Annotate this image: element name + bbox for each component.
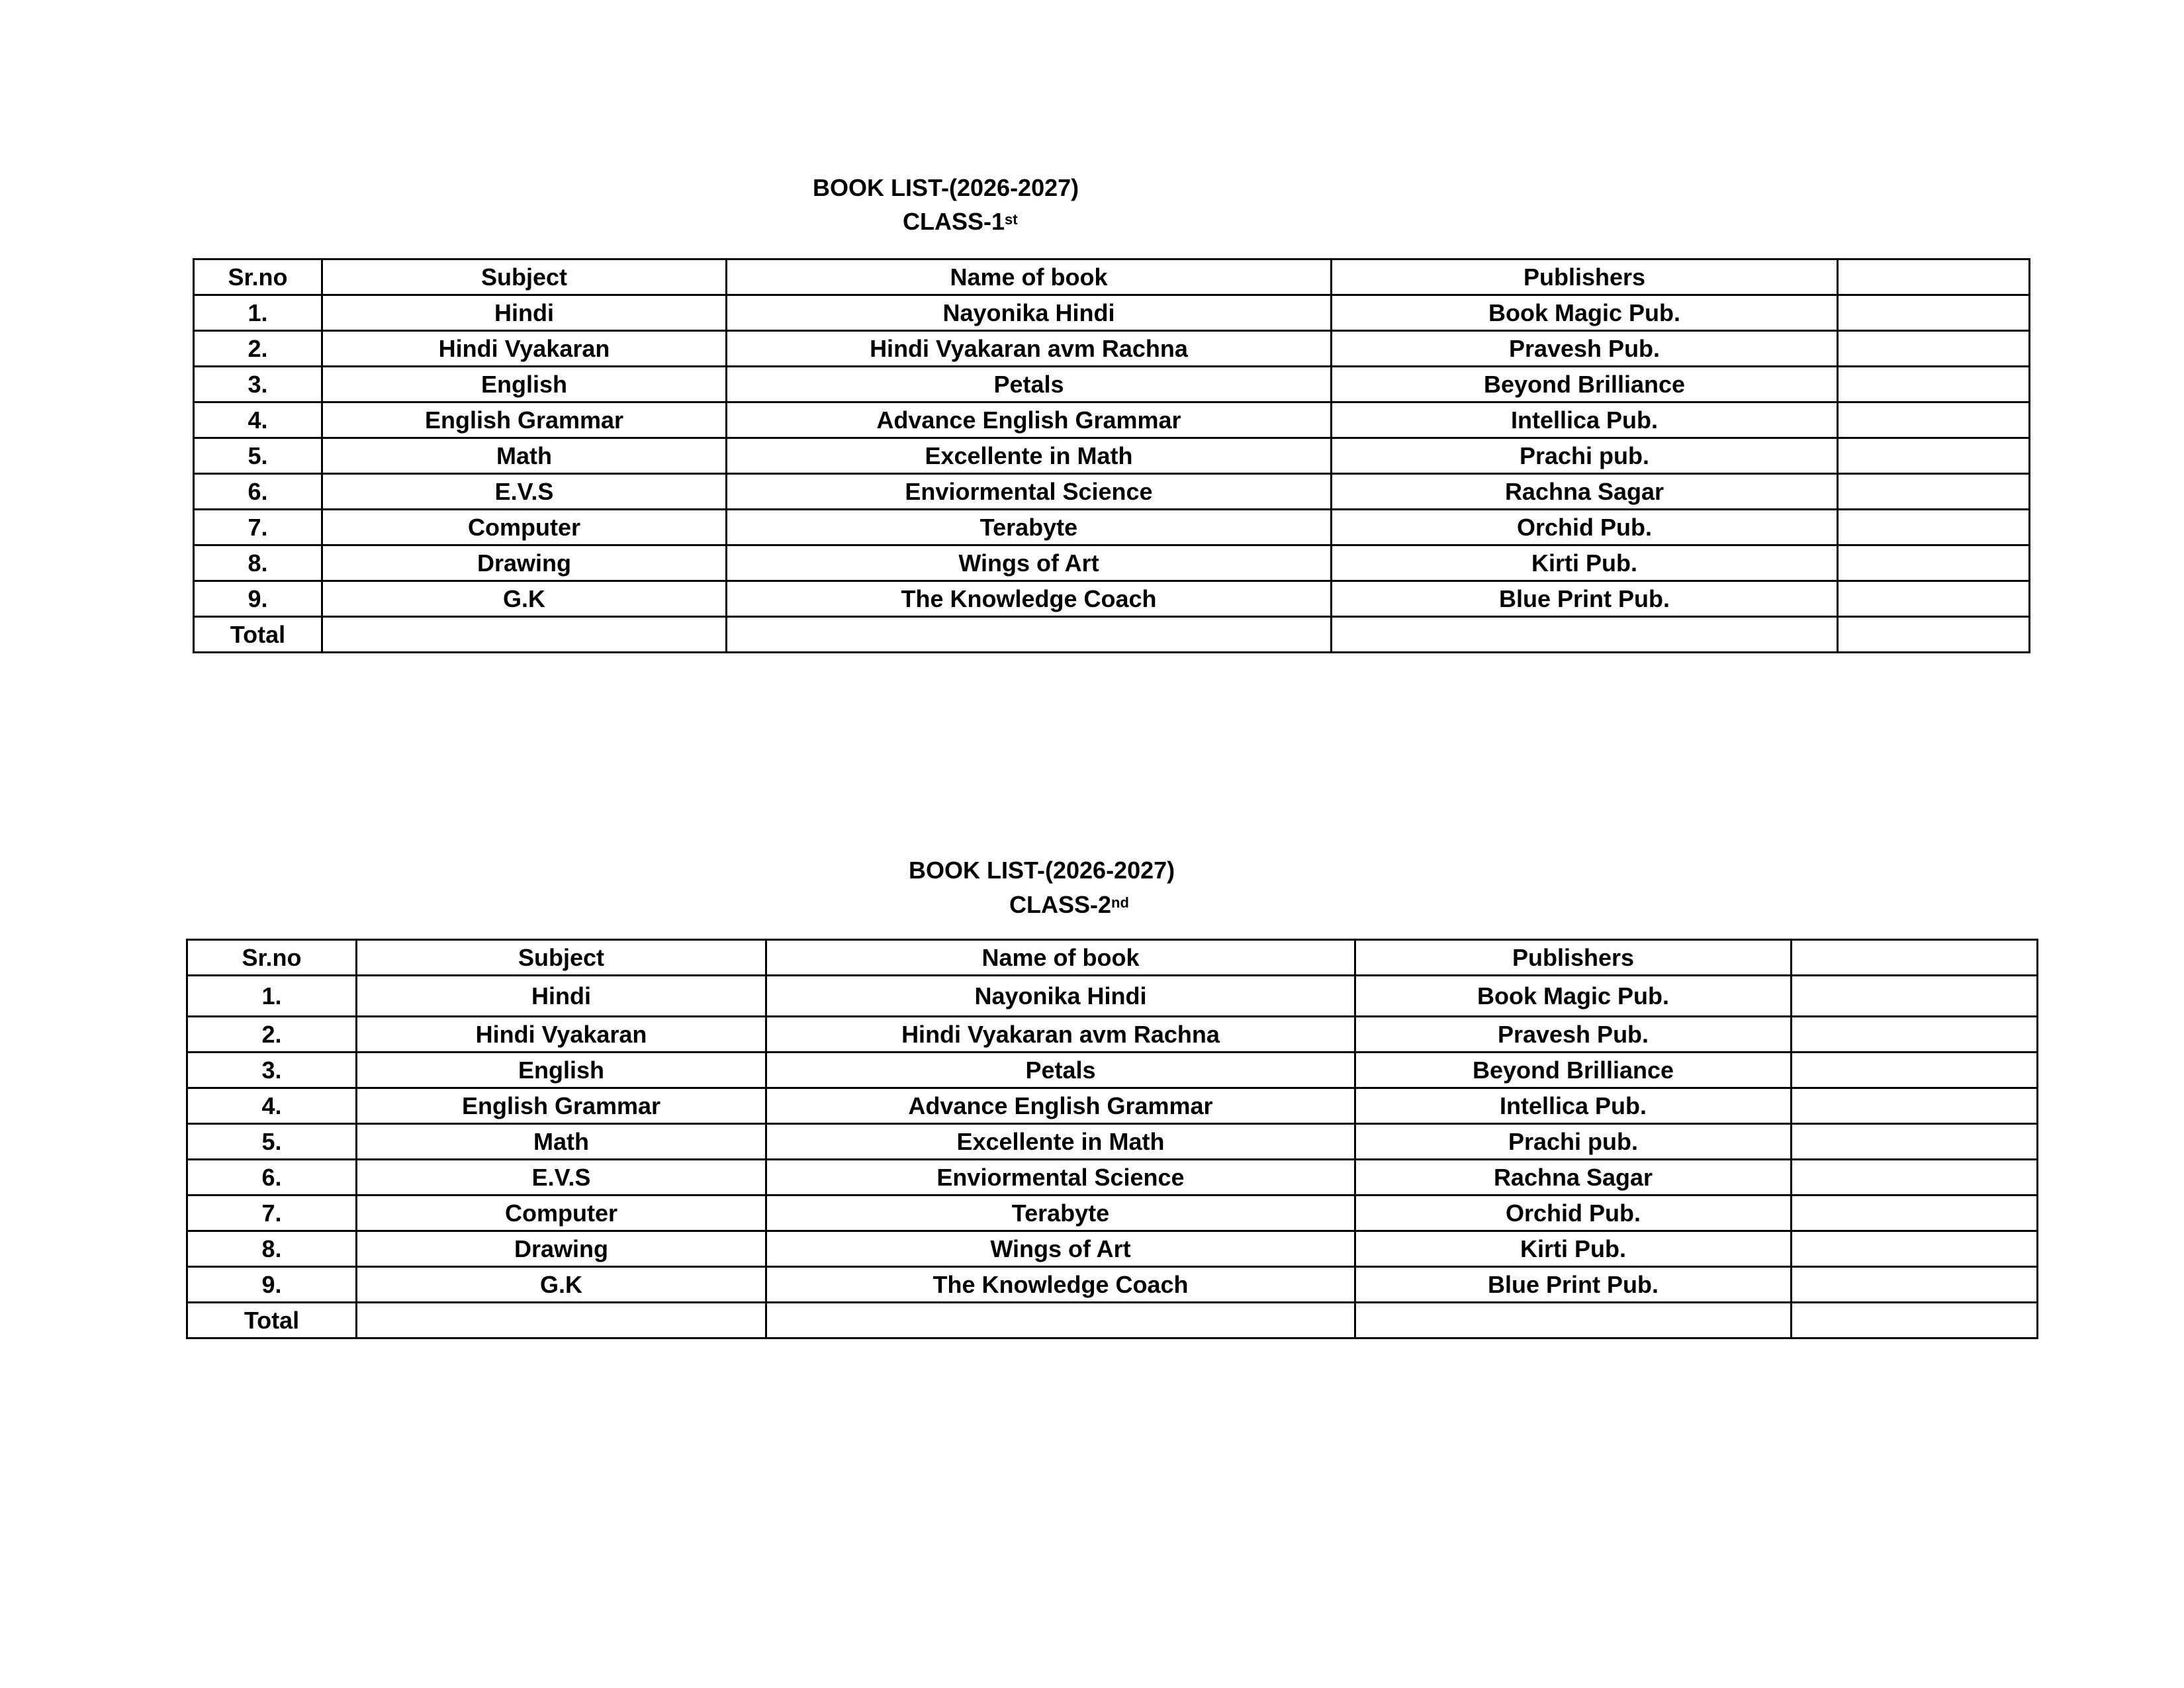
table-row <box>187 1267 2038 1303</box>
book-list-table-class-2 <box>186 939 2038 1339</box>
header-blank <box>1838 259 2030 295</box>
cell-subject: English Grammar <box>322 402 727 438</box>
table-row <box>194 331 2030 367</box>
table-row <box>187 1017 2038 1053</box>
cell-book-name: Hindi Vyakaran avm Rachna <box>727 331 1332 367</box>
cell-subject: Math <box>357 1124 766 1160</box>
cell-publisher: Beyond Brilliance <box>1332 367 1838 402</box>
cell-blank <box>1838 474 2030 510</box>
cell-sr-no: 4. <box>187 1088 357 1124</box>
table-row <box>187 1088 2038 1124</box>
cell-subject: G.K <box>357 1267 766 1303</box>
cell-book-name: Nayonika Hindi <box>727 295 1332 331</box>
cell-total-book-name <box>766 1303 1355 1338</box>
table-row <box>187 976 2038 1017</box>
table-header-row <box>187 940 2038 976</box>
header-publishers: Publishers <box>1332 259 1838 295</box>
table-row <box>194 510 2030 545</box>
cell-sr-no: 4. <box>194 402 322 438</box>
cell-subject: Computer <box>322 510 727 545</box>
table-row <box>187 1124 2038 1160</box>
cell-sr-no: 7. <box>187 1196 357 1231</box>
cell-sr-no: 6. <box>187 1160 357 1196</box>
header-publishers: Publishers <box>1355 940 1792 976</box>
book-list-title-class-1: BOOK LIST-(2026-2027) <box>813 174 1079 201</box>
cell-sr-no: 8. <box>187 1231 357 1267</box>
cell-total-publisher <box>1332 617 1838 653</box>
table-row <box>187 1160 2038 1196</box>
class-2-label: CLASS-2nd <box>1009 891 1129 918</box>
header-blank <box>1792 940 2038 976</box>
table-row <box>194 402 2030 438</box>
table-total-row <box>187 1303 2038 1338</box>
cell-book-name: Wings of Art <box>766 1231 1355 1267</box>
cell-subject: Hindi Vyakaran <box>357 1017 766 1053</box>
header-sr-no: Sr.no <box>194 259 322 295</box>
table-row <box>187 1053 2038 1088</box>
cell-sr-no: 2. <box>194 331 322 367</box>
header-name-of-book: Name of book <box>727 259 1332 295</box>
cell-subject: Hindi <box>322 295 727 331</box>
cell-book-name: Petals <box>766 1053 1355 1088</box>
header-sr-no: Sr.no <box>187 940 357 976</box>
table-row <box>194 438 2030 474</box>
cell-blank <box>1838 402 2030 438</box>
cell-book-name: Enviormental Science <box>766 1160 1355 1196</box>
header-name-of-book: Name of book <box>766 940 1355 976</box>
table-total-row <box>194 617 2030 653</box>
cell-total-publisher <box>1355 1303 1792 1338</box>
table-row <box>194 295 2030 331</box>
cell-subject: E.V.S <box>322 474 727 510</box>
cell-subject: Hindi <box>357 976 766 1017</box>
cell-blank <box>1838 545 2030 581</box>
cell-subject: Math <box>322 438 727 474</box>
cell-book-name: Advance English Grammar <box>766 1088 1355 1124</box>
cell-blank <box>1838 510 2030 545</box>
cell-blank <box>1838 438 2030 474</box>
cell-sr-no: 1. <box>194 295 322 331</box>
cell-blank <box>1838 295 2030 331</box>
cell-publisher: Rachna Sagar <box>1355 1160 1792 1196</box>
cell-sr-no: 8. <box>194 545 322 581</box>
header-subject: Subject <box>357 940 766 976</box>
cell-total-subject <box>322 617 727 653</box>
cell-blank <box>1792 1196 2038 1231</box>
cell-blank <box>1838 367 2030 402</box>
cell-sr-no: 5. <box>194 438 322 474</box>
table-row <box>194 474 2030 510</box>
cell-book-name: The Knowledge Coach <box>727 581 1332 617</box>
cell-blank <box>1792 1053 2038 1088</box>
table-header-row <box>194 259 2030 295</box>
cell-sr-no: 6. <box>194 474 322 510</box>
cell-book-name: Nayonika Hindi <box>766 976 1355 1017</box>
cell-book-name: Advance English Grammar <box>727 402 1332 438</box>
cell-publisher: Book Magic Pub. <box>1355 976 1792 1017</box>
cell-blank <box>1792 1124 2038 1160</box>
cell-subject: English <box>357 1053 766 1088</box>
cell-publisher: Blue Print Pub. <box>1332 581 1838 617</box>
table-row <box>194 581 2030 617</box>
cell-total-subject <box>357 1303 766 1338</box>
book-list-title-class-2: BOOK LIST-(2026-2027) <box>909 857 1175 884</box>
cell-book-name: Excellente in Math <box>727 438 1332 474</box>
cell-sr-no: 9. <box>194 581 322 617</box>
cell-publisher: Kirti Pub. <box>1332 545 1838 581</box>
cell-blank <box>1838 581 2030 617</box>
cell-publisher: Intellica Pub. <box>1355 1088 1792 1124</box>
cell-publisher: Blue Print Pub. <box>1355 1267 1792 1303</box>
book-list-table-class-1 <box>193 258 2030 653</box>
cell-total-label: Total <box>194 617 322 653</box>
cell-book-name: Wings of Art <box>727 545 1332 581</box>
cell-book-name: Enviormental Science <box>727 474 1332 510</box>
cell-total-book-name <box>727 617 1332 653</box>
cell-subject: Hindi Vyakaran <box>322 331 727 367</box>
cell-blank <box>1792 1088 2038 1124</box>
cell-publisher: Orchid Pub. <box>1355 1196 1792 1231</box>
cell-sr-no: 9. <box>187 1267 357 1303</box>
cell-subject: G.K <box>322 581 727 617</box>
cell-book-name: Terabyte <box>727 510 1332 545</box>
cell-sr-no: 1. <box>187 976 357 1017</box>
cell-publisher: Beyond Brilliance <box>1355 1053 1792 1088</box>
cell-book-name: Hindi Vyakaran avm Rachna <box>766 1017 1355 1053</box>
cell-book-name: Terabyte <box>766 1196 1355 1231</box>
cell-blank <box>1792 1267 2038 1303</box>
cell-subject: Drawing <box>322 545 727 581</box>
cell-publisher: Rachna Sagar <box>1332 474 1838 510</box>
cell-blank <box>1792 976 2038 1017</box>
cell-publisher: Book Magic Pub. <box>1332 295 1838 331</box>
cell-blank <box>1838 331 2030 367</box>
table-row <box>187 1196 2038 1231</box>
cell-publisher: Intellica Pub. <box>1332 402 1838 438</box>
cell-blank <box>1792 1231 2038 1267</box>
cell-book-name: Petals <box>727 367 1332 402</box>
cell-blank <box>1792 1017 2038 1053</box>
cell-book-name: Excellente in Math <box>766 1124 1355 1160</box>
cell-publisher: Pravesh Pub. <box>1332 331 1838 367</box>
cell-sr-no: 7. <box>194 510 322 545</box>
cell-publisher: Orchid Pub. <box>1332 510 1838 545</box>
table-row <box>187 1231 2038 1267</box>
table-row <box>194 367 2030 402</box>
cell-subject: Drawing <box>357 1231 766 1267</box>
cell-publisher: Prachi pub. <box>1355 1124 1792 1160</box>
class-1-label: CLASS-1st <box>903 208 1018 235</box>
cell-publisher: Kirti Pub. <box>1355 1231 1792 1267</box>
cell-sr-no: 2. <box>187 1017 357 1053</box>
cell-subject: English Grammar <box>357 1088 766 1124</box>
cell-sr-no: 5. <box>187 1124 357 1160</box>
cell-blank <box>1792 1160 2038 1196</box>
header-subject: Subject <box>322 259 727 295</box>
cell-sr-no: 3. <box>194 367 322 402</box>
cell-total-label: Total <box>187 1303 357 1338</box>
cell-book-name: The Knowledge Coach <box>766 1267 1355 1303</box>
table-row <box>194 545 2030 581</box>
cell-sr-no: 3. <box>187 1053 357 1088</box>
cell-subject: Computer <box>357 1196 766 1231</box>
cell-total-blank <box>1792 1303 2038 1338</box>
cell-subject: English <box>322 367 727 402</box>
cell-publisher: Prachi pub. <box>1332 438 1838 474</box>
cell-total-blank <box>1838 617 2030 653</box>
cell-subject: E.V.S <box>357 1160 766 1196</box>
cell-publisher: Pravesh Pub. <box>1355 1017 1792 1053</box>
